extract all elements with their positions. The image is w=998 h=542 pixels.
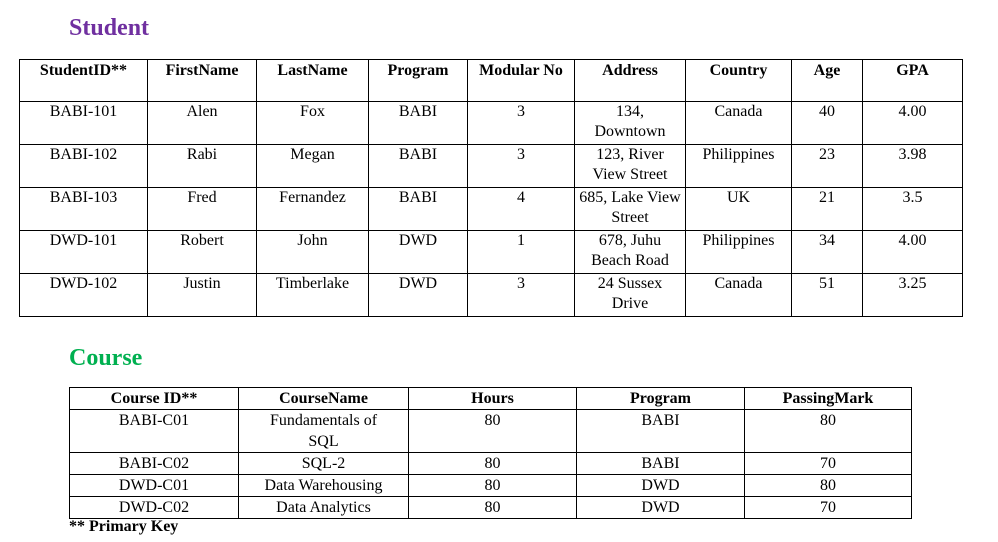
table-cell: Canada (686, 274, 792, 317)
table-cell: 21 (792, 188, 863, 231)
column-header-modular-no: Modular No (468, 60, 575, 102)
table-cell: 123, River View Street (575, 145, 686, 188)
table-row (70, 475, 912, 497)
table-row (20, 274, 963, 317)
primary-key-footnote: ** Primary Key (69, 518, 179, 535)
table-cell: Fundamentals of SQL (239, 410, 409, 453)
table-cell: DWD-C01 (70, 475, 239, 497)
table-cell: Fernandez (257, 188, 369, 231)
column-header-passing-mark: PassingMark (745, 388, 912, 410)
table-cell: 134, Downtown (575, 102, 686, 145)
table-cell: 3 (468, 145, 575, 188)
table-cell: BABI (577, 410, 745, 453)
table-cell: 3.98 (863, 145, 963, 188)
student-table (19, 59, 963, 317)
table-row (70, 453, 912, 475)
course-table-title: Course (69, 345, 143, 371)
table-row (70, 497, 912, 519)
table-cell: 23 (792, 145, 863, 188)
column-header-last-name: LastName (257, 60, 369, 102)
table-cell: SQL-2 (239, 453, 409, 475)
table-cell: BABI (369, 188, 468, 231)
table-cell: Philippines (686, 231, 792, 274)
table-row (70, 410, 912, 453)
column-header-address: Address (575, 60, 686, 102)
table-cell: Fred (148, 188, 257, 231)
student-table-title: Student (69, 15, 150, 41)
table-cell: Canada (686, 102, 792, 145)
table-cell: BABI-101 (20, 102, 148, 145)
table-cell: John (257, 231, 369, 274)
table-cell: 80 (409, 410, 577, 453)
table-cell: Philippines (686, 145, 792, 188)
table-cell: 70 (745, 453, 912, 475)
table-cell: BABI-C01 (70, 410, 239, 453)
column-header-course-id: Course ID** (70, 388, 239, 410)
table-cell: DWD (369, 231, 468, 274)
table-cell: Data Warehousing (239, 475, 409, 497)
table-cell: Data Analytics (239, 497, 409, 519)
column-header-program: Program (577, 388, 745, 410)
column-header-country: Country (686, 60, 792, 102)
table-cell: BABI (369, 102, 468, 145)
table-row (20, 231, 963, 274)
table-cell: 3.5 (863, 188, 963, 231)
table-cell: 80 (745, 410, 912, 453)
table-cell: 51 (792, 274, 863, 317)
table-cell: 70 (745, 497, 912, 519)
table-cell: 80 (409, 475, 577, 497)
table-cell: 24 Sussex Drive (575, 274, 686, 317)
column-header-program: Program (369, 60, 468, 102)
table-cell: 80 (745, 475, 912, 497)
table-cell: 4 (468, 188, 575, 231)
column-header-first-name: FirstName (148, 60, 257, 102)
column-header-student-id: StudentID** (20, 60, 148, 102)
student-header-row (20, 60, 963, 102)
table-cell: DWD (369, 274, 468, 317)
table-cell: BABI (369, 145, 468, 188)
table-cell: BABI (577, 453, 745, 475)
table-cell: 1 (468, 231, 575, 274)
column-header-hours: Hours (409, 388, 577, 410)
table-cell: DWD-102 (20, 274, 148, 317)
table-cell: 3 (468, 274, 575, 317)
table-cell: 80 (409, 453, 577, 475)
column-header-gpa: GPA (863, 60, 963, 102)
table-cell: 40 (792, 102, 863, 145)
table-row (20, 102, 963, 145)
table-cell: Justin (148, 274, 257, 317)
table-cell: BABI-C02 (70, 453, 239, 475)
table-cell: DWD-C02 (70, 497, 239, 519)
table-cell: UK (686, 188, 792, 231)
table-row (20, 188, 963, 231)
table-cell: BABI-102 (20, 145, 148, 188)
column-header-age: Age (792, 60, 863, 102)
table-cell: Alen (148, 102, 257, 145)
table-cell: Timberlake (257, 274, 369, 317)
table-cell: DWD-101 (20, 231, 148, 274)
table-cell: 4.00 (863, 231, 963, 274)
table-cell: Robert (148, 231, 257, 274)
table-cell: Rabi (148, 145, 257, 188)
table-cell: 80 (409, 497, 577, 519)
table-cell: 685, Lake View Street (575, 188, 686, 231)
table-cell: 678, Juhu Beach Road (575, 231, 686, 274)
course-table (69, 387, 912, 519)
course-header-row (70, 388, 912, 410)
table-cell: BABI-103 (20, 188, 148, 231)
table-cell: 3.25 (863, 274, 963, 317)
table-cell: 4.00 (863, 102, 963, 145)
table-cell: DWD (577, 475, 745, 497)
table-cell: 34 (792, 231, 863, 274)
table-cell: Megan (257, 145, 369, 188)
table-cell: Fox (257, 102, 369, 145)
column-header-course-name: CourseName (239, 388, 409, 410)
table-cell: 3 (468, 102, 575, 145)
table-cell: DWD (577, 497, 745, 519)
table-row (20, 145, 963, 188)
